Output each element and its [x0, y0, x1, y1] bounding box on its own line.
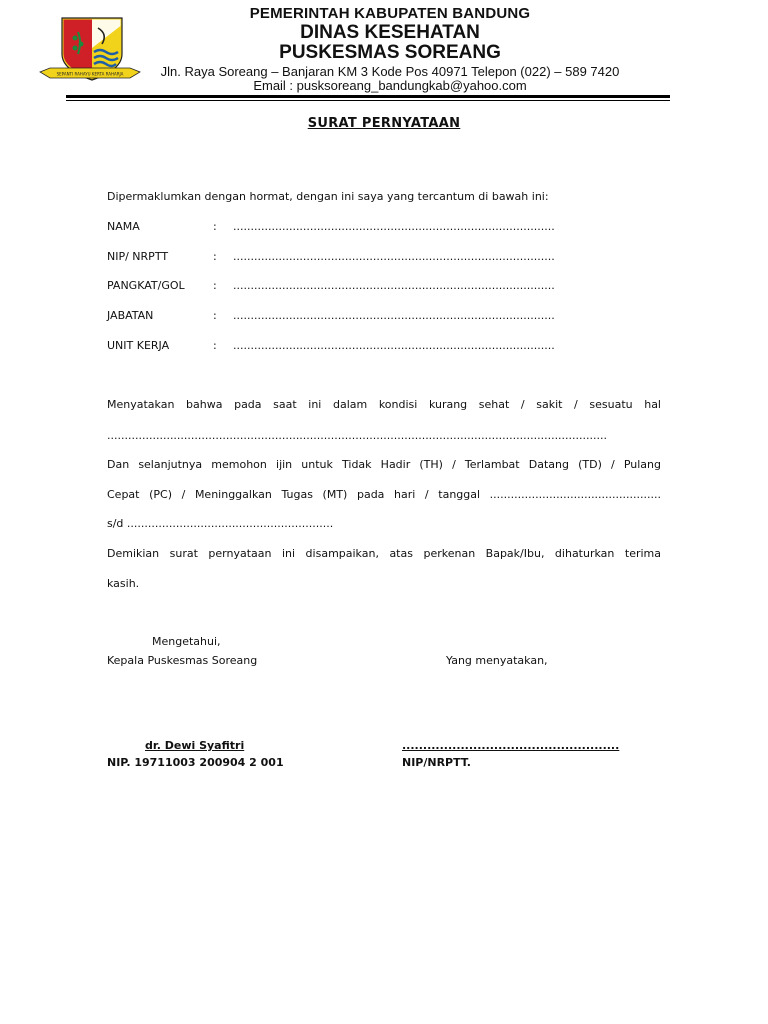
field-blank-jabatan: ............................................................................................ [233, 309, 555, 322]
kop-government: PEMERINTAH KABUPATEN BANDUNG [249, 5, 531, 22]
signature-left-name: dr. Dewi Syafitri [145, 739, 245, 752]
letterhead-divider-thick [66, 95, 670, 98]
kop-institution: PUSKESMAS SOREANG [279, 42, 501, 63]
signature-right-nip: NIP/NRPTT. [402, 756, 471, 769]
document-title: SURAT PERNYATAAN [307, 116, 461, 131]
request-line-3: s/d ........................................................... [107, 517, 334, 530]
signature-left-nip: NIP. 19711003 200904 2 001 [107, 756, 284, 769]
field-label-pangkat: PANGKAT/GOL [107, 279, 185, 292]
field-blank-pangkat: ............................................................................................ [233, 279, 555, 292]
kabupaten-bandung-logo-icon [38, 14, 142, 88]
signature-left-position: Kepala Puskesmas Soreang [107, 654, 258, 667]
field-colon: : [213, 220, 217, 233]
logo-motto: SEPANTI RAHAYU KERTA RAHARJA [56, 71, 124, 77]
kop-address: Jln. Raya Soreang – Banjaran KM 3 Kode Pos 40971 Telepon (022) – 589 7420 [160, 64, 620, 79]
field-label-nip: NIP/ NRPTT [107, 250, 169, 263]
intro-text: Dipermaklumkan dengan hormat, dengan ini saya yang tercantum di bawah ini: [107, 190, 549, 203]
request-line-1: Dan selanjutnya memohon ijin untuk Tidak Hadir (TH) / Terlambat Datang (TD) / Pulang [107, 458, 661, 471]
closing-line-1: Demikian surat pernyataan ini disampaikan, atas perkenan Bapak/Ibu, dihaturkan terima [107, 547, 661, 560]
request-line-2: Cepat (PC) / Meninggalkan Tugas (MT) pada hari / tanggal ................................................. [107, 488, 661, 501]
field-colon: : [213, 279, 217, 292]
closing-line-2: kasih. [107, 577, 140, 590]
letterhead-divider-thin [66, 100, 670, 101]
field-blank-nama: ............................................................................................ [233, 220, 555, 233]
kop-email: Email : pusksoreang_bandungkab@yahoo.com [253, 78, 527, 93]
field-colon: : [213, 309, 217, 322]
field-blank-unit-kerja: ............................................................................................ [233, 339, 555, 352]
signature-left-acknowledge: Mengetahui, [152, 635, 221, 648]
field-label-unit-kerja: UNIT KERJA [107, 339, 170, 352]
signature-right-position: Yang menyatakan, [446, 654, 548, 667]
field-label-nama: NAMA [107, 220, 140, 233]
field-label-jabatan: JABATAN [107, 309, 154, 322]
statement-line-1: Menyatakan bahwa pada saat ini dalam kondisi kurang sehat / sakit / sesuatu hal [107, 398, 661, 411]
field-colon: : [213, 250, 217, 263]
signature-right-name: .................................................... [402, 739, 620, 752]
statement-line-2: ............................................................................................................................................... [107, 429, 608, 442]
field-colon: : [213, 339, 217, 352]
kop-department: DINAS KESEHATAN [300, 22, 480, 43]
field-blank-nip: ............................................................................................ [233, 250, 555, 263]
